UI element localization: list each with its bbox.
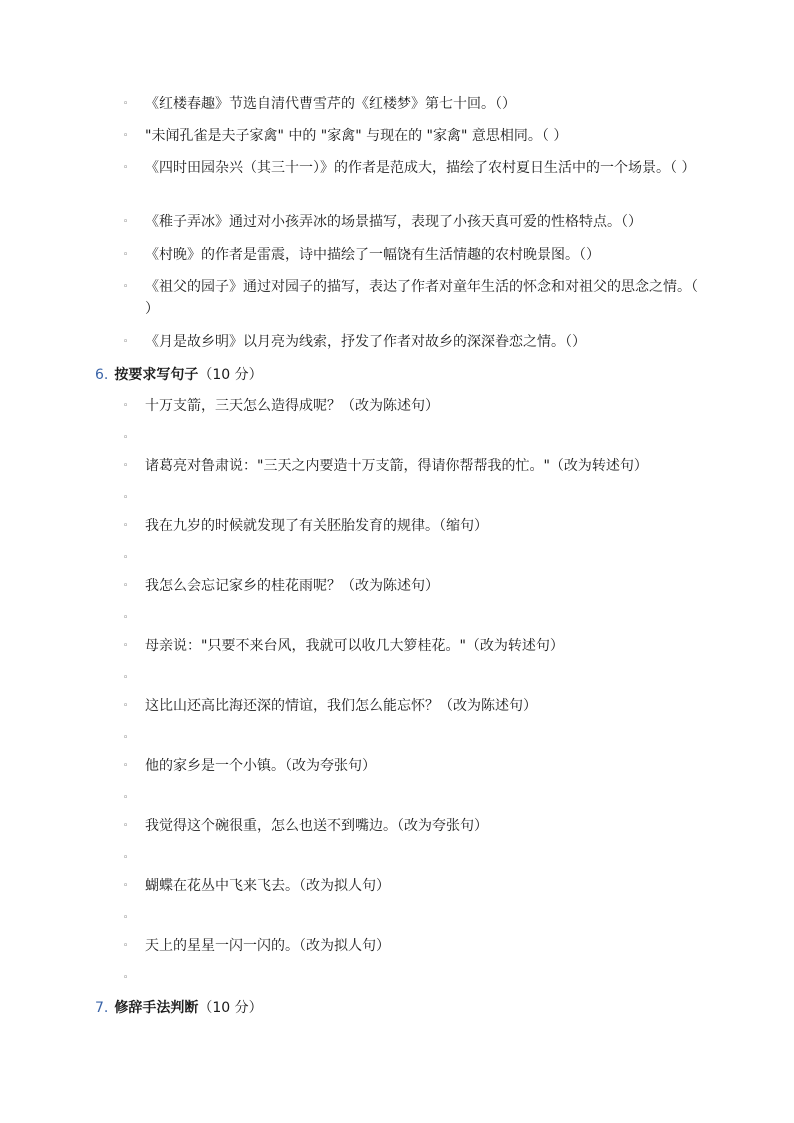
section-score: （10 分） (198, 367, 263, 383)
section-heading-6 (95, 364, 263, 386)
answer-line-bullet: ◦ (123, 853, 129, 863)
list-bullet: ◦ (123, 581, 129, 591)
list-bullet: ◦ (123, 641, 129, 651)
answer-line-bullet: ◦ (123, 613, 129, 623)
list-item: 《稚子弄冰》通过对小孩弄冰的场景描写，表现了小孩天真可爱的性格特点。（） (145, 214, 642, 230)
answer-line-bullet: ◦ (123, 673, 129, 683)
list-item: 天上的星星一闪一闪的。（改为拟人句） (145, 938, 390, 954)
list-bullet: ◦ (123, 217, 129, 227)
list-item: 这比山还高比海还深的情谊，我们怎么能忘怀？（改为陈述句） (145, 698, 537, 714)
list-item: 《村晚》的作者是雷震，诗中描绘了一幅饶有生活情趣的农村晚景图。（） (145, 247, 600, 263)
list-item: 他的家乡是一个小镇。（改为夸张句） (145, 758, 376, 774)
list-item: 《祖父的园子》通过对园子的描写，表达了作者对童年生活的怀念和对祖父的思念之情。（ ） (145, 279, 698, 317)
answer-line-bullet: ◦ (123, 553, 129, 563)
list-bullet: ◦ (123, 461, 129, 471)
section-heading-7 (95, 997, 263, 1019)
list-bullet: ◦ (123, 250, 129, 260)
list-bullet: ◦ (123, 163, 129, 173)
section-title: 修辞手法判断 (114, 1000, 199, 1016)
list-item: 《红楼春趣》节选自清代曹雪芹的《红楼梦》第七十回。（） (145, 96, 516, 112)
section-title: 按要求写句子 (114, 367, 199, 383)
list-item: 十万支箭，三天怎么造得成呢？（改为陈述句） (145, 398, 439, 414)
list-item: "未闻孔雀是夫子家禽" 中的 "家禽" 与现在的 "家禽" 意思相同。（ ） (145, 128, 568, 144)
answer-line-bullet: ◦ (123, 493, 129, 503)
list-item: 《月是故乡明》以月亮为线索，抒发了作者对故乡的深深眷恋之情。（） (145, 334, 586, 350)
answer-line-bullet: ◦ (123, 433, 129, 443)
list-item: 《四时田园杂兴（其三十一）》的作者是范成大，描绘了农村夏日生活中的一个场景。（ ） (145, 160, 696, 176)
list-bullet: ◦ (123, 99, 129, 109)
list-item: 我在九岁的时候就发现了有关胚胎发育的规律。（缩句） (145, 518, 488, 534)
list-item: 蝴蝶在花丛中飞来飞去。（改为拟人句） (145, 878, 390, 894)
list-bullet: ◦ (123, 521, 129, 531)
answer-line-bullet: ◦ (123, 793, 129, 803)
list-bullet: ◦ (123, 761, 129, 771)
section-number: 6. (95, 367, 109, 383)
list-item: 诸葛亮对鲁肃说："三天之内要造十万支箭，得请你帮帮我的忙。"（改为转述句） (145, 458, 648, 474)
answer-line-bullet: ◦ (123, 973, 129, 983)
list-item: 我怎么会忘记家乡的桂花雨呢？（改为陈述句） (145, 578, 439, 594)
section-number: 7. (95, 1000, 109, 1016)
list-bullet: ◦ (123, 701, 129, 711)
list-bullet: ◦ (123, 881, 129, 891)
list-bullet: ◦ (123, 941, 129, 951)
list-bullet: ◦ (123, 337, 129, 347)
answer-line-bullet: ◦ (123, 913, 129, 923)
list-bullet: ◦ (123, 131, 129, 141)
list-item: 我觉得这个碗很重，怎么也送不到嘴边。（改为夸张句） (145, 818, 488, 834)
answer-line-bullet: ◦ (123, 733, 129, 743)
list-bullet: ◦ (123, 282, 129, 292)
section-score: （10 分） (198, 1000, 263, 1016)
list-item: 母亲说："只要不来台风，我就可以收几大箩桂花。"（改为转述句） (145, 638, 564, 654)
list-bullet: ◦ (123, 401, 129, 411)
list-bullet: ◦ (123, 821, 129, 831)
